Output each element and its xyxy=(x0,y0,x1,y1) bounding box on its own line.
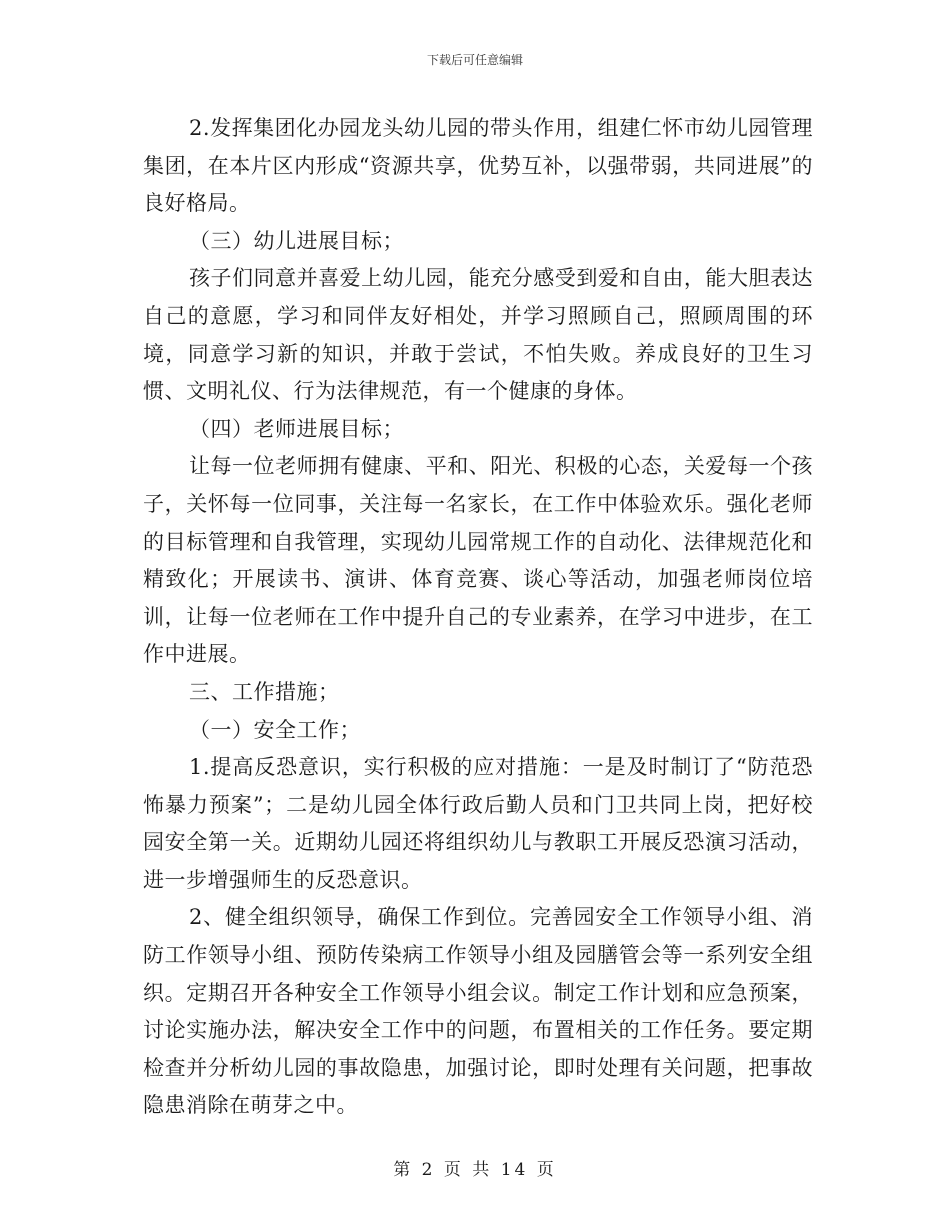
body-text xyxy=(143,110,813,1125)
heading-work-measures: 三、工作措施； xyxy=(189,679,340,704)
heading-child-goals: （三）幼儿进展目标； xyxy=(189,228,404,253)
heading-safety-work: （一）安全工作； xyxy=(189,717,361,742)
paragraph-group-leader: 2.发挥集团化办园龙头幼儿园的带头作用，组建仁怀市幼儿园管理集团，在本片区内形成“资源共享，优势互补，以强带弱，共同进展”的良好格局。 xyxy=(143,116,813,216)
page-header-note: 下载后可任意编辑 xyxy=(426,53,523,67)
page-number: 第 2 页 共 14 页 xyxy=(393,1160,557,1180)
paragraph-teacher-goals: 让每一位老师拥有健康、平和、阳光、积极的心态，关爱每一个孩子，关怀每一位同事，关注每一名家长，在工作中体验欢乐。强化老师的目标管理和自我管理，实现幼儿园常规工作的自动化、法律规范化和精致化；开展读书、演讲、体育竞赛、谈心等活动，加强老师岗位培训，让每一位老师在工作中提升自己的专业素养，在学习中进步，在工作中进展。 xyxy=(143,454,813,667)
paragraph-anti-terror: 1.提高反恐意识，实行积极的应对措施：一是及时制订了“防范恐怖暴力预案”；二是幼儿园全体行政后勤人员和门卫共同上岗，把好校园安全第一关。近期幼儿园还将组织幼儿与教职工开展反恐演习活动，进一步增强师生的反恐意识。 xyxy=(143,755,813,892)
paragraph-child-goals: 孩子们同意并喜爱上幼儿园，能充分感受到爱和自由，能大胆表达自己的意愿，学习和同伴友好相处，并学习照顾自己，照顾周围的环境，同意学习新的知识，并敢于尝试，不怕失败。养成良好的卫生习惯、文明礼仪、行为法律规范，有一个健康的身体。 xyxy=(143,266,813,404)
paragraph-organization: 2、健全组织领导，确保工作到位。完善园安全工作领导小组、消防工作领导小组、预防传染病工作领导小组及园膳管会等一系列安全组织。定期召开各种安全工作领导小组会议。制定工作计划和应急预案，讨论实施办法，解决安全工作中的问题，布置相关的工作任务。要定期检查并分析幼儿园的事故隐患，加强讨论，即时处理有关问题，把事故隐患消除在萌芽之中。 xyxy=(143,905,813,1118)
heading-teacher-goals: （四）老师进展目标； xyxy=(189,416,404,441)
